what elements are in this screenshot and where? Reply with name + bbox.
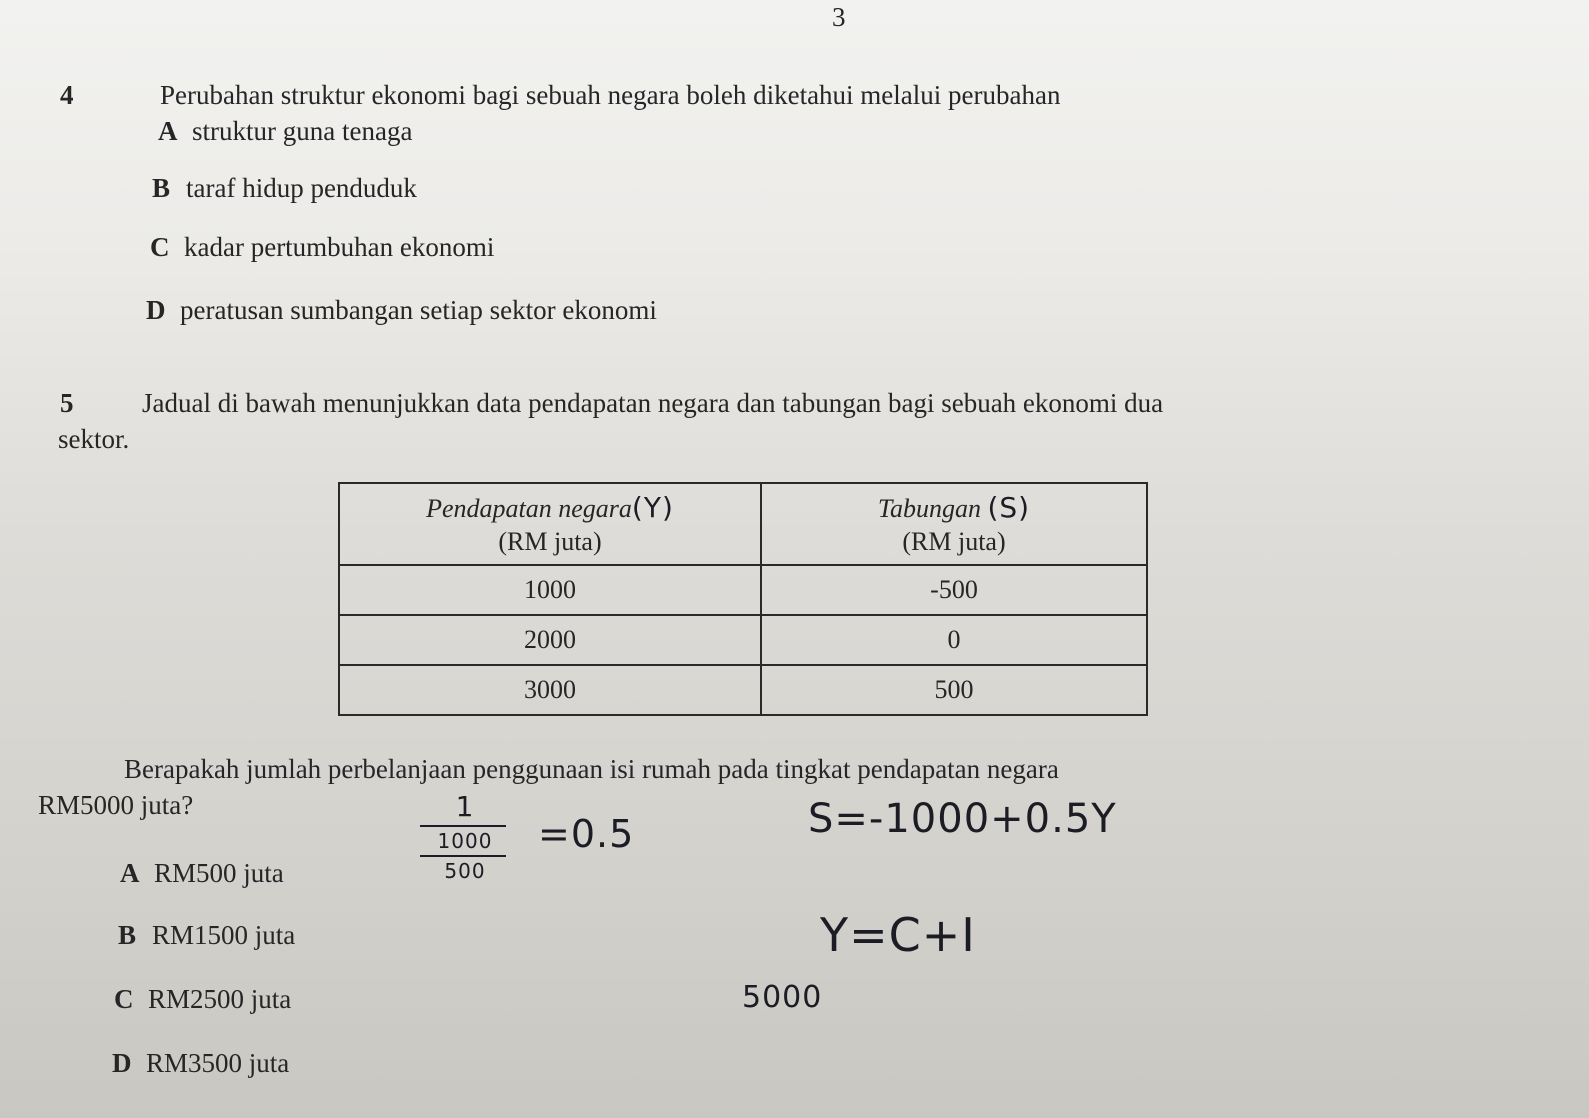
option-b[interactable] <box>118 920 295 951</box>
header-income <box>339 483 761 565</box>
option-d[interactable] <box>146 295 657 326</box>
question-stem: Perubahan struktur ekonomi bagi sebuah negara boleh diketahui melalui perubahan <box>160 80 1061 110</box>
option-letter: A <box>120 858 140 888</box>
option-letter: C <box>150 232 170 262</box>
option-text: kadar pertumbuhan ekonomi <box>184 232 495 262</box>
option-text: RM500 juta <box>154 858 284 888</box>
handwritten-s: (S) <box>987 491 1031 524</box>
option-text: taraf hidup penduduk <box>186 173 417 203</box>
handwritten-fraction <box>420 790 510 883</box>
fraction-denominator: 1000 <box>437 829 493 853</box>
option-text: RM2500 juta <box>148 984 292 1014</box>
option-d[interactable] <box>112 1048 289 1079</box>
header-income-label: Pendapatan negara <box>426 494 632 523</box>
option-text: struktur guna tenaga <box>192 116 413 146</box>
table-row <box>339 615 1147 665</box>
table-row <box>339 565 1147 615</box>
fraction-extra: 500 <box>444 859 486 883</box>
option-letter: B <box>118 920 137 950</box>
question-line-1: Berapakah jumlah perbelanjaan penggunaan isi rumah pada tingkat pendapatan negara <box>124 754 1059 784</box>
option-text: RM1500 juta <box>152 920 296 950</box>
handwritten-fraction-result: =0.5 <box>538 812 635 856</box>
option-text: peratusan sumbangan setiap sektor ekonomi <box>180 295 657 325</box>
option-text: RM3500 juta <box>146 1048 290 1078</box>
question-number: 5 <box>60 388 74 418</box>
option-letter: B <box>152 173 171 203</box>
cell-income: 1000 <box>339 565 761 615</box>
question-stem-line-1: Jadual di bawah menunjukkan data pendapatan negara dan tabungan bagi sebuah ekonomi dua <box>142 388 1164 418</box>
header-saving-label: Tabungan <box>877 494 981 523</box>
option-letter: A <box>158 116 178 146</box>
fraction-bar <box>420 825 506 827</box>
fraction-numerator: 1 <box>455 790 475 823</box>
option-letter: C <box>114 984 134 1014</box>
handwritten-income-identity: Y=C+I <box>820 908 976 962</box>
cell-saving: -500 <box>761 565 1147 615</box>
option-c[interactable] <box>114 984 291 1015</box>
cell-saving: 0 <box>761 615 1147 665</box>
handwritten-saving-function: S=-1000+0.5Y <box>808 796 1117 842</box>
table-row <box>339 665 1147 715</box>
option-letter: D <box>146 295 166 325</box>
fraction-bar <box>420 855 506 857</box>
option-a[interactable] <box>158 116 412 147</box>
option-c[interactable] <box>150 232 494 263</box>
table-header-row <box>339 483 1147 565</box>
option-letter: D <box>112 1048 132 1078</box>
cell-income: 3000 <box>339 665 761 715</box>
question-number: 4 <box>60 80 74 110</box>
handwritten-y: (Y) <box>631 491 674 524</box>
question-stem-line-2: sektor. <box>58 424 130 454</box>
header-saving-unit: (RM juta) <box>902 526 1006 556</box>
cell-income: 2000 <box>339 615 761 665</box>
option-b[interactable] <box>152 173 417 204</box>
income-saving-table <box>338 482 1148 716</box>
page-number: 3 <box>832 2 846 32</box>
handwritten-income-value: 5000 <box>742 980 823 1015</box>
header-income-unit: (RM juta) <box>498 526 602 556</box>
option-a[interactable] <box>120 858 284 889</box>
header-saving <box>761 483 1147 565</box>
question-line-2: RM5000 juta? <box>38 790 194 820</box>
cell-saving: 500 <box>761 665 1147 715</box>
